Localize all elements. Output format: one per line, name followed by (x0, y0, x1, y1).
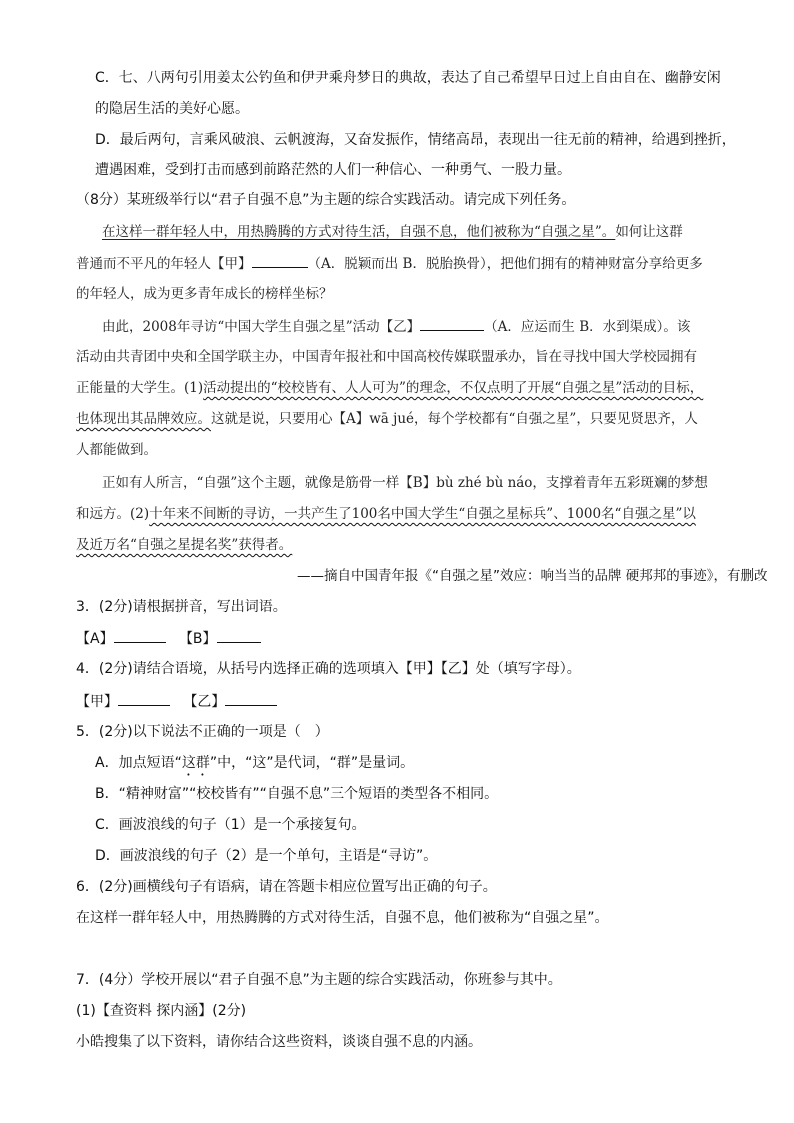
underlined-sentence: 在这样一群年轻人中，用热腾腾的方式对待生活，自强不息，他们被称为“自强之星”。 (102, 224, 616, 240)
passage-line-3: 的年轻人，成为更多青年成长的榜样坐标？ (76, 286, 333, 302)
blank-yi[interactable] (420, 316, 484, 331)
option-d-line-2: 遭遇困难，受到打击而感到前路茫然的人们一种信心、一种勇气、一股力量。 (95, 162, 571, 178)
question-4: 4．(2分)请结合语境，从括号内选择正确的选项填入【甲】【乙】处（填写字母）。 (76, 661, 581, 677)
task-intro: （8分）某班级举行以“君子自强不息”为主题的综合实践活动。请完成下列任务。 (76, 192, 576, 208)
wavy-sentence-2-part-1: 十年来不间断的寻访，一共产生了100名中国大学生“自强之星标兵”、1000名“自强之星”以 (149, 506, 696, 522)
question-5-option-b: B．“精神财富”“校校皆有”“自强不息”三个短语的类型各不相同。 (95, 786, 499, 802)
answer-blank-jia[interactable] (118, 691, 170, 706)
option-c-line-2: 的隐居生活的美好心愿。 (95, 101, 249, 117)
passage-line-9: 正如有人所言，“自强”这个主题，就像是筋骨一样【B】bù zhé bù náo，支撑着青年五彩斑斓的梦想 (102, 475, 708, 491)
question-3-answers: 【A】 【B】 (76, 628, 261, 649)
passage-line-8: 人都能做到。 (76, 442, 157, 458)
dotted-phrase: 这群 (181, 755, 210, 771)
question-5-option-a: A．加点短语“这群”中，“这”是代词，“群”是量词。 (95, 755, 415, 771)
question-5-option-c: C．画波浪线的句子（1）是一个承接复句。 (95, 817, 366, 833)
option-c-line-1: C．七、八两句引用姜太公钓鱼和伊尹乘舟梦日的典故，表达了自己希望早日过上自由自在、幽静安闲 (95, 70, 721, 86)
question-5: 5．(2分)以下说法不正确的一项是（ ） (76, 724, 329, 740)
option-d-line-1: D．最后两句，言乘风破浪、云帆渡海，又奋发振作，情绪高昂，表现出一往无前的精神，给遇到挫折， (95, 132, 736, 148)
passage-line-1: 在这样一群年轻人中，用热腾腾的方式对待生活，自强不息，他们被称为“自强之星”。如何让这群 (102, 224, 683, 240)
passage-line-6: 正能量的大学生。(1)活动提出的“校校皆有、人人可为”的理念，不仅点明了开展“自强之星”活动的目标， (76, 380, 704, 396)
passage-line-2: 普通而不平凡的年轻人【甲】 （A．脱颖而出 B．脱胎换骨），把他们拥有的精神财富分享给更多 (76, 253, 703, 274)
passage-source: ——摘自中国青年报《“自强之星”效应：响当当的品牌 硬邦邦的事迹》，有删改 (297, 568, 768, 584)
answer-blank-yi[interactable] (225, 691, 277, 706)
answer-blank-a[interactable] (114, 628, 166, 643)
question-7: 7．(4分）学校开展以“君子自强不息”为主题的综合实践活动，你班参与其中。 (76, 972, 562, 988)
wavy-sentence-1-part-2: 也体现出其品牌效应。 (76, 411, 211, 427)
passage-line-5: 活动由共青团中央和全国学联主办，中国青年报社和中国高校传媒联盟承办，旨在寻找中国大学校园拥有 (76, 349, 697, 365)
question-6-sentence: 在这样一群年轻人中，用热腾腾的方式对待生活，自强不息，他们被称为“自强之星”。 (76, 910, 609, 926)
passage-line-7: 也体现出其品牌效应。这就是说，只要用心【A】wā jué，每个学校都有“自强之星”，只要见贤思齐，人 (76, 411, 698, 427)
answer-blank-b[interactable] (217, 628, 261, 643)
blank-jia[interactable] (252, 253, 308, 268)
wavy-sentence-2-part-2: 及近万名“自强之星提名奖”获得者。 (76, 537, 293, 553)
passage-line-10: 和远方。(2)十年来不间断的寻访，一共产生了100名中国大学生“自强之星标兵”、1000名“自强之星”以 (76, 506, 696, 522)
question-4-answers: 【甲】 【乙】 (76, 691, 277, 712)
question-6: 6．(2分)画横线句子有语病，请在答题卡相应位置写出正确的句子。 (76, 879, 497, 895)
wavy-sentence-1-part-1: 活动提出的“校校皆有、人人可为”的理念，不仅点明了开展“自强之星”活动的目标， (203, 380, 704, 396)
question-7-part-1: (1)【查资料 探内涵】(2分) (76, 1003, 247, 1019)
passage-line-4: 由此，2008年寻访“中国大学生自强之星”活动【乙】 （A．应运而生 B．水到渠成）。该 (102, 316, 690, 337)
question-7-part-1-text: 小皓搜集了以下资料，请你结合这些资料，谈谈自强不息的内涵。 (76, 1034, 482, 1050)
question-5-option-d: D．画波浪线的句子（2）是一个单句，主语是“寻访”。 (95, 848, 438, 864)
question-3: 3．(2分)请根据拼音，写出词语。 (76, 599, 287, 615)
passage-line-11 (76, 535, 292, 555)
